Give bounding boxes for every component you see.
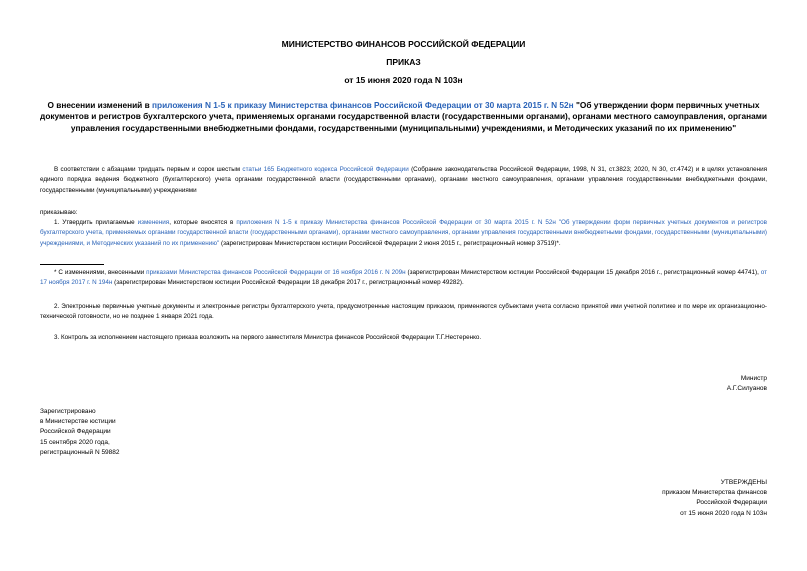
preamble-prefix: В соответствии с абзацами тридцать первым и сорок шестым bbox=[54, 166, 243, 173]
registration-line: регистрационный N 59882 bbox=[40, 448, 120, 456]
document-type: ПРИКАЗ bbox=[386, 57, 421, 67]
title-link-appendices[interactable]: приложения N 1-5 к приказу Министерства финансов Российской Федерации от 30 марта 2015 г. N 52н bbox=[152, 100, 574, 110]
preamble-paragraph bbox=[40, 165, 767, 196]
order-word: приказываю: bbox=[40, 209, 78, 216]
footnote-prefix: * С изменениями, внесенными bbox=[54, 269, 147, 276]
document-title bbox=[40, 100, 767, 134]
item-1-suffix: (зарегистрирован Министерством юстиции Российской Федерации 2 июня 2015 г., регистрационный номер 37519)*. bbox=[219, 239, 561, 247]
link-order-209n[interactable]: приказами Министерства финансов Российской Федерации от 16 ноября 2016 г. N 209н bbox=[146, 269, 406, 276]
title-prefix: О внесении изменений в bbox=[47, 100, 152, 110]
item-3-paragraph: 3. Контроль за исполнением настоящего приказа возложить на первого заместителя Министра финансов Российской Федерации Т.Г.Нестеренко. bbox=[54, 334, 482, 341]
footnote-suffix: (зарегистрирован Министерством юстиции Российской Федерации 18 декабря 2017 г., регистрационный номер 49282). bbox=[112, 279, 464, 287]
item-1-prefix: 1. Утвердить прилагаемые bbox=[54, 219, 138, 226]
signature-position: Министр bbox=[740, 375, 767, 382]
registration-line: Зарегистрировано bbox=[40, 408, 96, 415]
link-changes[interactable]: изменения bbox=[137, 219, 170, 226]
approval-line: приказом Министерства финансов bbox=[662, 489, 767, 497]
link-budget-code-article[interactable]: статьи 165 Бюджетного кодекса Российской Федерации bbox=[242, 166, 409, 173]
item-1-paragraph bbox=[40, 218, 767, 249]
signature-name: А.Г.Силуанов bbox=[726, 385, 767, 393]
registration-line: в Министерстве юстиции bbox=[40, 418, 116, 426]
link-order-52n[interactable]: приложения N 1-5 к приказу Министерства финансов Российской Федерации от 30 марта 2015 г. N 52н "Об утверждении форм первичных учетных документов и регистров бухгалтерского учета, применяемых органами государственной власти (государственными органами), органами местного самоуправления, органами управления государственными внебюджетными фондами, государственными (муниципальными) учреждениями, и Методических указаний по их применению" bbox=[40, 219, 768, 247]
preamble-suffix: (Собрание законодательства Российской Федерации, 1998, N 31, ст.3823; 2020, N 30, ст.4742) и в целях установления единого порядка ведения бюджетного (бухгалтерского) учета органами государственной власти (государственными органами), органами местного самоуправления, органами управления государственными внебюджетными фондами, государственными (муниципальными) учреждениями bbox=[40, 166, 768, 194]
link-order-194n[interactable]: от 17 ноября 2017 г. N 194н bbox=[40, 269, 768, 287]
approval-line: Российской Федерации bbox=[696, 499, 767, 507]
footnote-middle: (зарегистрирован Министерством юстиции Российской Федерации 15 декабря 2016 г., регистрационный номер 44741), bbox=[405, 269, 761, 276]
registration-block bbox=[40, 407, 120, 458]
approval-line: от 15 июня 2020 года N 103н bbox=[680, 509, 767, 517]
item-2-paragraph: 2. Электронные первичные учетные документы и электронные регистры бухгалтерского учета, предусмотренные настоящим приказом, применяются субъектами учета согласно принятой ими учетной политике и по мере их организационно-технической готовности, но не позднее 1 января 2021 года. bbox=[40, 303, 767, 321]
footnote-paragraph bbox=[40, 268, 767, 289]
approval-line: УТВЕРЖДЕНЫ bbox=[720, 479, 767, 486]
ministry-header: МИНИСТЕРСТВО ФИНАНСОВ РОССИЙСКОЙ ФЕДЕРАЦИИ bbox=[281, 39, 526, 49]
item-1-middle: , которые вносятся в bbox=[169, 219, 237, 226]
title-suffix: "Об утверждении форм первичных учетных документов и регистров бухгалтерского учета, применяемых органами государственной власти (государственными органами), органами местного самоуправления, органами управления государственными внебюджетными фондами, государственными (муниципальными) учреждениями, и Методических указаний по их применению" bbox=[40, 100, 767, 133]
registration-line: Российской Федерации bbox=[40, 428, 111, 436]
signature-block bbox=[727, 374, 767, 394]
registration-line: 15 сентября 2020 года, bbox=[40, 438, 110, 446]
footnote-separator bbox=[40, 264, 104, 265]
document-date: от 15 июня 2020 года N 103н bbox=[344, 75, 463, 85]
approval-block bbox=[662, 478, 767, 519]
